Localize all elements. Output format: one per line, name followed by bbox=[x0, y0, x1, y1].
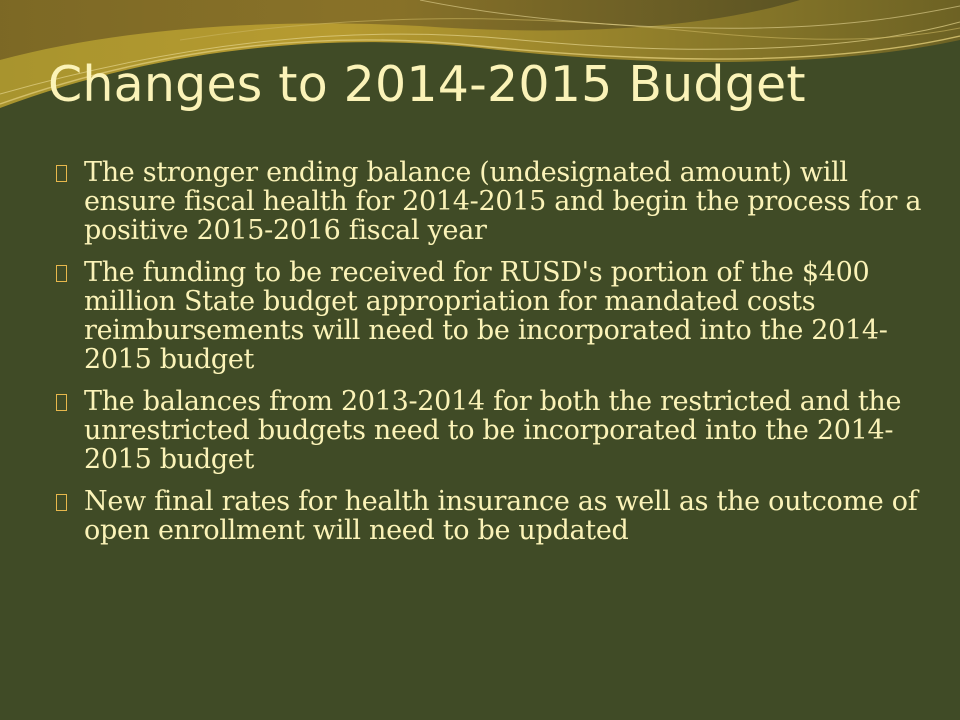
bullet-item bbox=[56, 258, 936, 374]
bullet-item bbox=[56, 387, 936, 474]
bullet-marker-icon bbox=[56, 394, 67, 411]
bullet-text: New final rates for health insurance as well as the outcome of open enrollment will need to be updated bbox=[84, 486, 918, 546]
bullet-marker-icon bbox=[56, 265, 67, 282]
bullet-text: The funding to be received for RUSD's portion of the $400 million State budget appropriation for mandated costs reimbursements will need to be incorporated into the 2014-2015 budget bbox=[84, 257, 888, 375]
bullet-item bbox=[56, 158, 936, 245]
bullet-list bbox=[56, 158, 936, 558]
bullet-marker-icon bbox=[56, 494, 67, 511]
slide-title: Changes to 2014-2015 Budget bbox=[48, 56, 806, 113]
bullet-item bbox=[56, 487, 936, 545]
bullet-text: The balances from 2013-2014 for both the restricted and the unrestricted budgets need to be incorporated into the 2014-2015 budget bbox=[84, 386, 902, 475]
bullet-text: The stronger ending balance (undesignated amount) will ensure fiscal health for 2014-2015 and begin the process for a positive 2015-2016 fiscal year bbox=[84, 157, 922, 246]
bullet-marker-icon bbox=[56, 165, 67, 182]
